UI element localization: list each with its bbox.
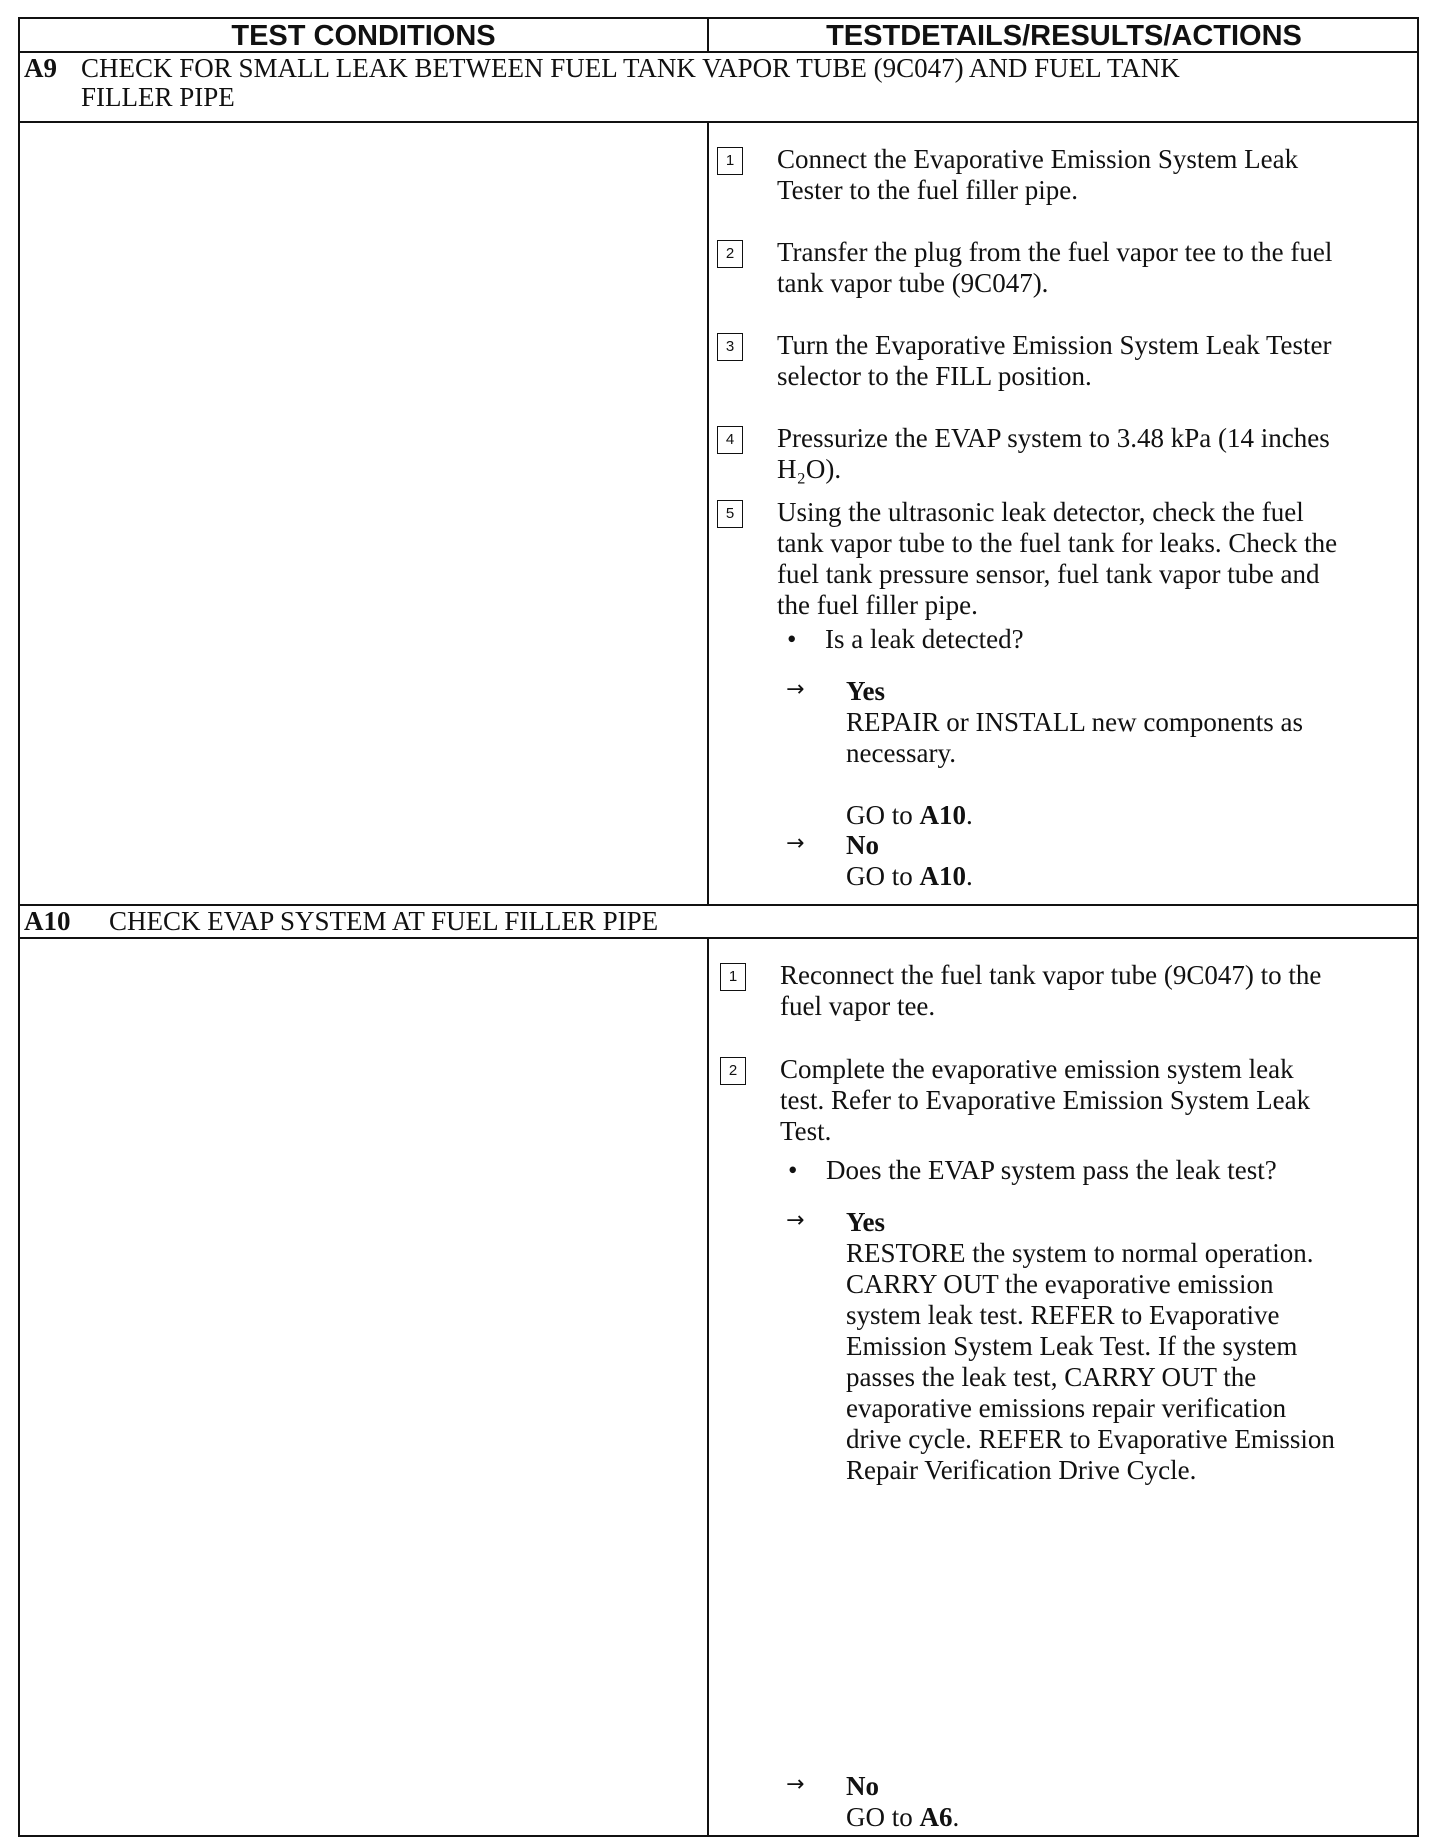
step-number-box: 2	[720, 1057, 746, 1085]
step-text-line: fuel tank pressure sensor, fuel tank vapor tube and	[777, 559, 1320, 589]
step-number-box: 2	[717, 240, 743, 268]
answer-label-no: No	[846, 1771, 879, 1801]
answer-label-yes: Yes	[846, 676, 885, 706]
table-header	[20, 19, 1417, 53]
answer-text-line: RESTORE the system to normal operation.	[846, 1238, 1314, 1268]
bullet-icon: •	[787, 624, 797, 654]
step-number-box: 1	[717, 147, 743, 175]
column-divider	[707, 939, 709, 1837]
section-a10-title-text: CHECK EVAP SYSTEM AT FUEL FILLER PIPE	[109, 906, 659, 936]
step-text-line: Complete the evaporative emission system leak	[780, 1054, 1294, 1084]
answer-label-no: No	[846, 830, 879, 860]
step-text-line: fuel vapor tee.	[780, 991, 936, 1021]
section-a10-code: A10	[24, 906, 71, 936]
step-number-box: 4	[717, 426, 743, 454]
step-text-line: Reconnect the fuel tank vapor tube (9C047) to the	[780, 960, 1322, 990]
answer-text-line: drive cycle. REFER to Evaporative Emission	[846, 1424, 1335, 1454]
diagnostic-table	[18, 17, 1419, 1837]
arrow-right-icon: →	[786, 1208, 805, 1233]
goto-target: A10	[919, 861, 966, 891]
step-text-line: Turn the Evaporative Emission System Leak Tester	[777, 330, 1332, 360]
column-divider	[707, 123, 709, 904]
step-text-line: Pressurize the EVAP system to 3.48 kPa (14 inches	[777, 423, 1330, 453]
section-a10-title	[20, 904, 1417, 939]
bullet-icon: •	[788, 1155, 798, 1185]
step-text-line: the fuel filler pipe.	[777, 590, 978, 620]
arrow-right-icon: →	[786, 1772, 805, 1797]
answer-text-line: system leak test. REFER to Evaporative	[846, 1300, 1280, 1330]
answer-text-line: Emission System Leak Test. If the system	[846, 1331, 1298, 1361]
section-a9-title-line1: CHECK FOR SMALL LEAK BETWEEN FUEL TANK VAPOR TUBE (9C047) AND FUEL TANK	[81, 53, 1180, 83]
header-test-conditions: TEST CONDITIONS	[231, 20, 496, 52]
step-number-box: 5	[717, 500, 743, 528]
section-a9-title-line2: FILLER PIPE	[81, 82, 235, 112]
goto-target: A10	[919, 800, 966, 830]
step-number-box: 3	[717, 333, 743, 361]
step-text-line: Connect the Evaporative Emission System Leak	[777, 144, 1299, 174]
answer-text-line: CARRY OUT the evaporative emission	[846, 1269, 1274, 1299]
question-text: Does the EVAP system pass the leak test?	[826, 1155, 1277, 1185]
step-text-line: test. Refer to Evaporative Emission System Leak	[780, 1085, 1311, 1115]
answer-text-line: REPAIR or INSTALL new components as	[846, 707, 1304, 737]
column-divider	[707, 19, 709, 53]
section-a9-title	[20, 53, 1417, 123]
answer-label-yes: Yes	[846, 1207, 885, 1237]
goto-target: A6	[919, 1802, 953, 1832]
goto-instruction: GO to A10.	[846, 800, 973, 830]
step-text-line: Transfer the plug from the fuel vapor tee to the fuel	[777, 237, 1333, 267]
answer-text-line: evaporative emissions repair verification	[846, 1393, 1287, 1423]
step-text-line: selector to the FILL position.	[777, 361, 1092, 391]
arrow-right-icon: →	[786, 831, 805, 856]
header-test-details: TESTDETAILS/RESULTS/ACTIONS	[826, 20, 1302, 52]
arrow-right-icon: →	[786, 677, 805, 702]
answer-text-line: Repair Verification Drive Cycle.	[846, 1455, 1197, 1485]
goto-instruction: GO to A10.	[846, 861, 973, 891]
answer-text-line: passes the leak test, CARRY OUT the	[846, 1362, 1257, 1392]
section-a9-code: A9	[24, 53, 57, 83]
step-text-line: tank vapor tube (9C047).	[777, 268, 1049, 298]
step-text-line: Tester to the fuel filler pipe.	[777, 175, 1078, 205]
question-text: Is a leak detected?	[825, 624, 1024, 654]
step-text-line: Using the ultrasonic leak detector, check the fuel	[777, 497, 1304, 527]
goto-instruction: GO to A6.	[846, 1802, 960, 1832]
step-text-line: Test.	[780, 1116, 832, 1146]
step-text-line: tank vapor tube to the fuel tank for leaks. Check the	[777, 528, 1338, 558]
answer-text-line: necessary.	[846, 738, 956, 768]
step-number-box: 1	[720, 963, 746, 991]
step-text-line: H₂O).	[777, 454, 842, 484]
